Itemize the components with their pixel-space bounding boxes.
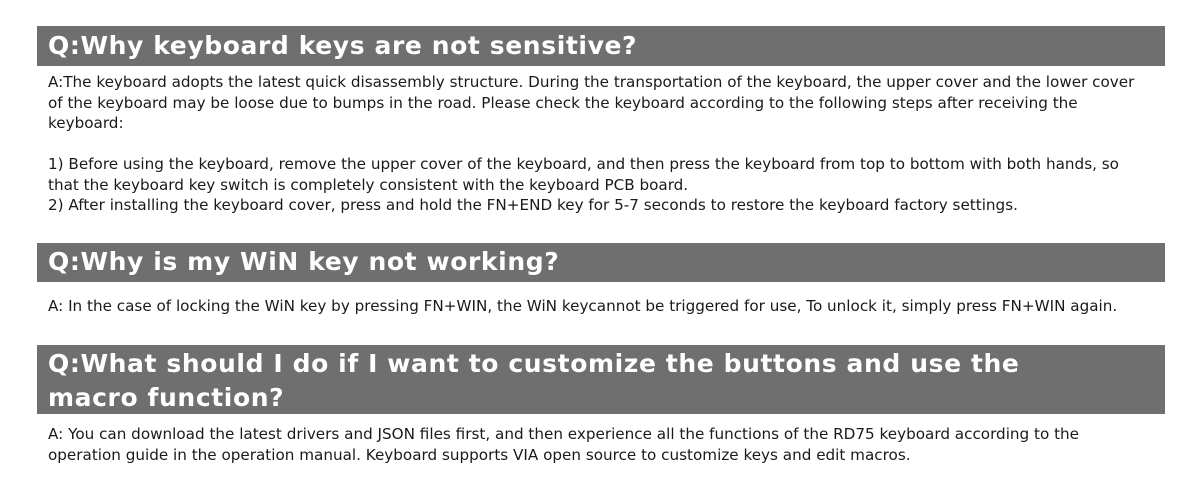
- faq-item-customize-macro: [37, 345, 1165, 465]
- answer-text: A: You can download the latest drivers and JSON files first, and then experience all the functions of the RD75 keyboard according to the operation guide in the operation manual. Keyboard supports VIA open source to customize keys and edit macros.: [48, 425, 1080, 464]
- question-heading: Q:What should I do if I want to customize the buttons and use the macro function?: [37, 345, 1165, 414]
- answer-text: A: In the case of locking the WiN key by pressing FN+WIN, the WiN keycannot be triggered for use, To unlock it, simply press FN+WIN again.: [48, 297, 1118, 315]
- paragraph-gap: [48, 134, 1151, 155]
- answer-block: [37, 72, 1165, 216]
- faq-item-keys-not-sensitive: [37, 26, 1165, 216]
- answer-step-2: 2) After installing the keyboard cover, press and hold the FN+END key for 5-7 seconds to restore the keyboard factory settings.: [48, 196, 1018, 214]
- answer-block: [37, 424, 1165, 465]
- answer-intro: A:The keyboard adopts the latest quick disassembly structure. During the transportation of the keyboard, the upper cover and the lower cover of the keyboard may be loose due to bumps in the road. Please check the keyboard according to the following steps after receiving the keyboard:: [48, 73, 1135, 132]
- answer-step-1: 1) Before using the keyboard, remove the upper cover of the keyboard, and then press the keyboard from top to bottom with both hands, so that the keyboard key switch is completely consistent with the keyboard PCB board.: [48, 155, 1119, 194]
- question-heading: Q:Why is my WiN key not working?: [37, 243, 1165, 282]
- question-heading: Q:Why keyboard keys are not sensitive?: [37, 26, 1165, 66]
- answer-block: [37, 296, 1165, 317]
- faq-item-win-key: [37, 243, 1165, 317]
